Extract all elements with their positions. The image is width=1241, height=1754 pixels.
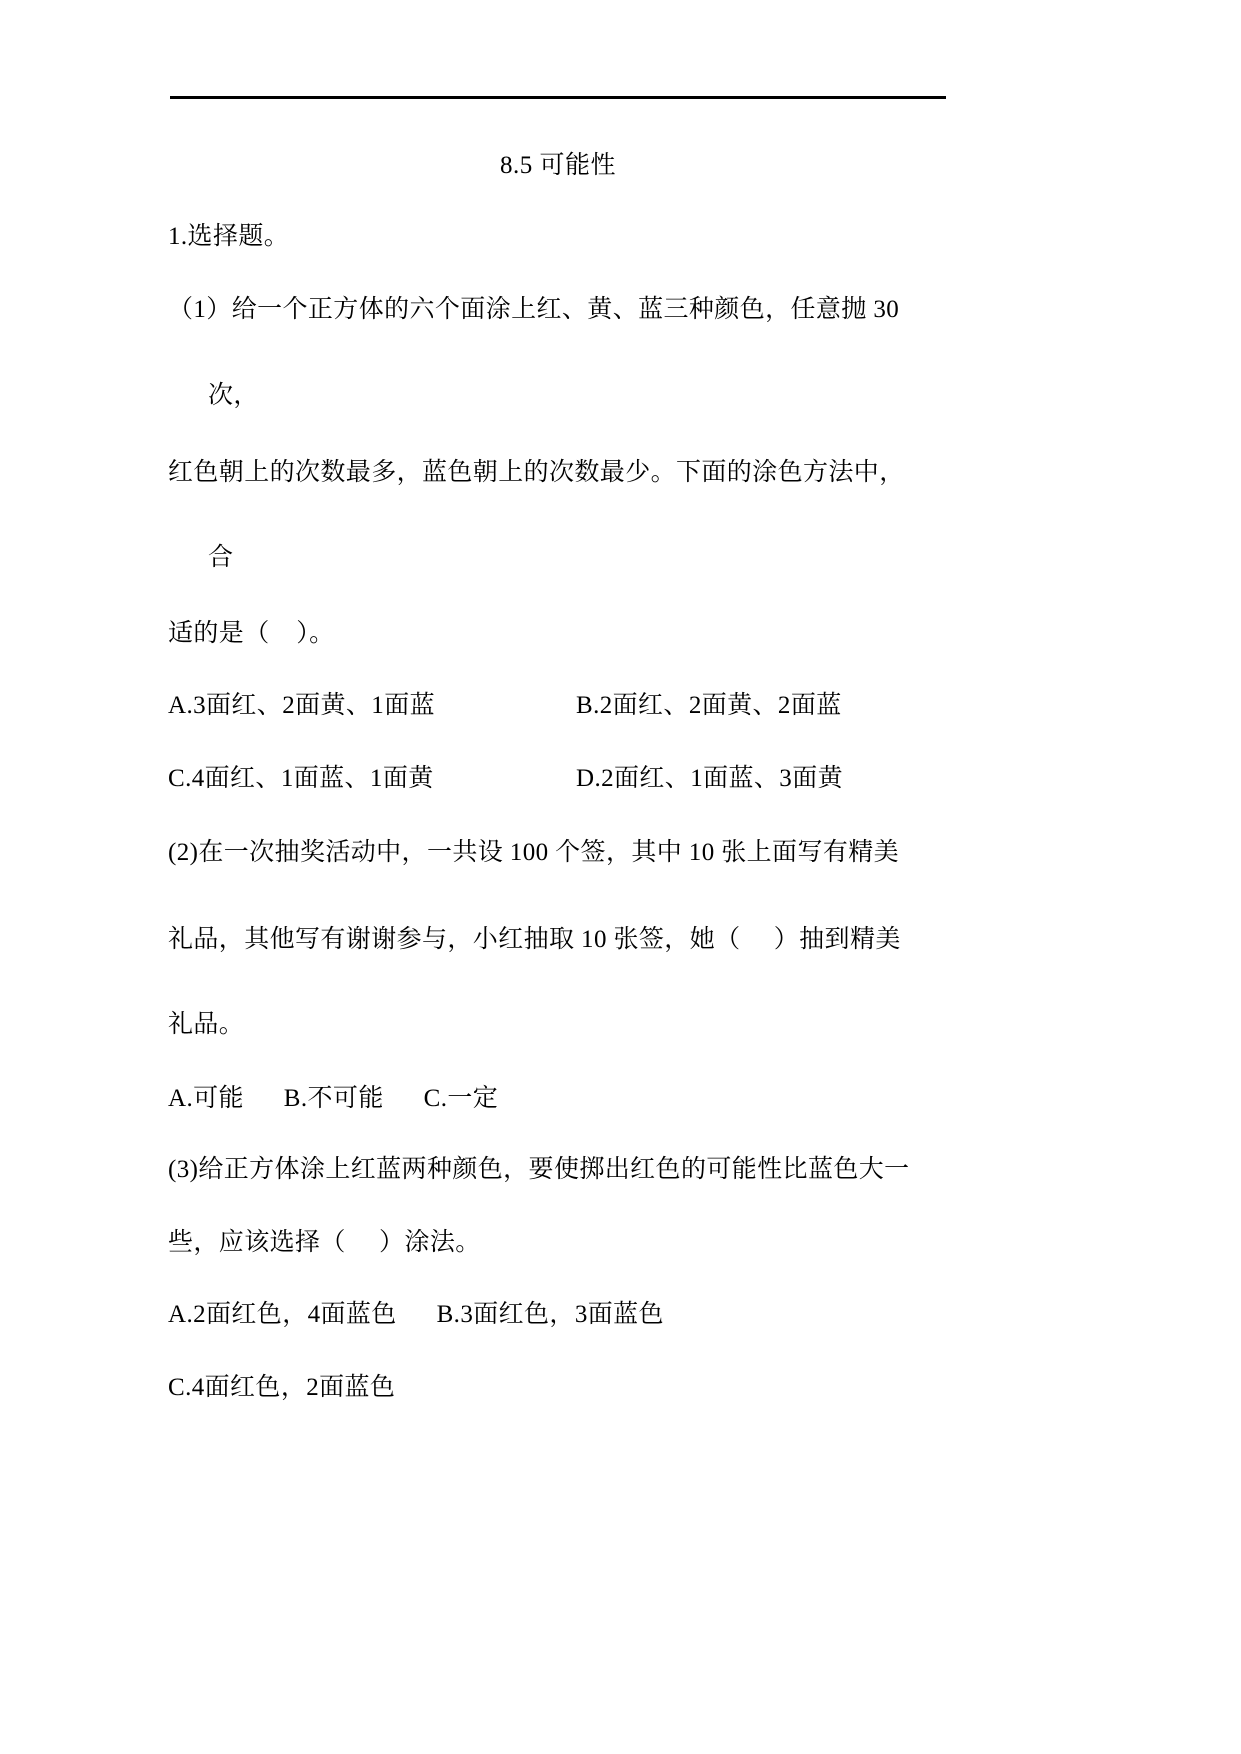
q1-option-c[interactable]: C.4面红、1面蓝、1面黄 bbox=[168, 765, 434, 792]
q1-option-d[interactable]: D.2面红、1面蓝、3面黄 bbox=[576, 765, 844, 792]
q3-options-row-2[interactable]: C.4面红色，2面蓝色 bbox=[168, 1374, 396, 1401]
q1-line-3: 红色朝上的次数最多，蓝色朝上的次数最少。下面的涂色方法中， bbox=[168, 459, 905, 486]
q3-options-row-1[interactable]: A.2面红色，4面蓝色 B.3面红色，3面蓝色 bbox=[168, 1301, 664, 1328]
q1-line-1: （1）给一个正方体的六个面涂上红、黄、蓝三种颜色，任意抛 30 bbox=[168, 296, 900, 323]
q1-line-5: 适的是（ ）。 bbox=[168, 620, 335, 647]
section-1-label: 1.选择题。 bbox=[168, 223, 290, 250]
q1-line-2: 次， bbox=[208, 382, 259, 409]
q1-option-b[interactable]: B.2面红、2面黄、2面蓝 bbox=[576, 692, 842, 719]
q2-options[interactable]: A.可能 B.不可能 C.一定 bbox=[168, 1085, 499, 1112]
q2-line-2: 礼品，其他写有谢谢参与，小红抽取 10 张签，她（ ）抽到精美 bbox=[168, 926, 901, 953]
q3-line-2: 些，应该选择（ ）涂法。 bbox=[168, 1229, 481, 1256]
q2-line-3: 礼品。 bbox=[168, 1011, 245, 1038]
q3-line-1: (3)给正方体涂上红蓝两种颜色，要使掷出红色的可能性比蓝色大一 bbox=[168, 1156, 910, 1183]
q1-line-4: 合 bbox=[208, 544, 234, 571]
header-rule bbox=[170, 96, 946, 99]
q2-line-1: (2)在一次抽奖活动中，一共设 100 个签，其中 10 张上面写有精美 bbox=[168, 839, 900, 866]
q1-option-a[interactable]: A.3面红、2面黄、1面蓝 bbox=[168, 692, 436, 719]
page-title: 8.5 可能性 bbox=[499, 152, 616, 179]
